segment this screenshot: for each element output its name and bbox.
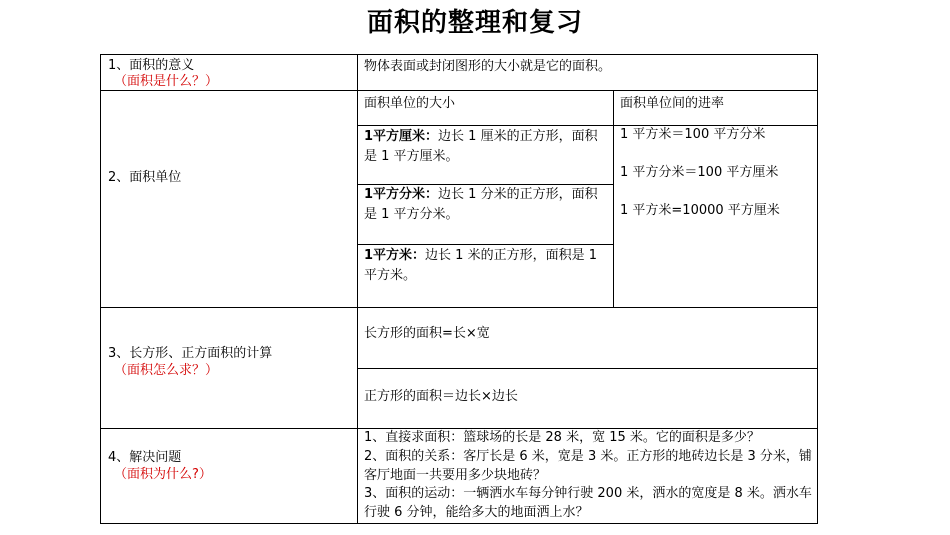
unit-size-header: 面积单位的大小 bbox=[364, 96, 456, 111]
unit-definition bbox=[364, 246, 609, 286]
unit-term: 1平方米： bbox=[364, 248, 426, 263]
unit-term: 1平方厘米： bbox=[364, 129, 439, 144]
table-border-right bbox=[817, 54, 818, 524]
row4-hint: （面积为什么?） bbox=[114, 467, 212, 482]
problem-item: 1、直接求面积：篮球场的长是 28 米，宽 15 米。它的面积是多少？ bbox=[364, 430, 760, 445]
problem-item: 2、面积的关系：客厅长是 6 米，宽是 3 米。正方形的地砖边长是 3 分米，铺客厅地面一共要用多少块地砖？ bbox=[364, 448, 812, 483]
row1-hint: （面积是什么？） bbox=[114, 74, 219, 89]
table-border-left bbox=[100, 54, 101, 524]
unit-desc: 边长 1 分米的正方形，面积是 1 平方分米。 bbox=[364, 187, 598, 222]
row3-hint: （面积怎么求？） bbox=[114, 363, 219, 378]
unit-desc: 边长 1 米的正方形，面积是 1 平方米。 bbox=[364, 248, 597, 283]
rect-area-formula: 长方形的面积=长×宽 bbox=[364, 326, 490, 341]
square-area-formula: 正方形的面积＝边长×边长 bbox=[364, 389, 518, 404]
unit-rate: 1 平方分米＝100 平方厘米 bbox=[620, 165, 779, 180]
page-title: 面积的整理和复习 bbox=[366, 8, 583, 38]
problem-list bbox=[364, 429, 814, 523]
row3-label: 3、长方形、正方面积的计算 bbox=[108, 346, 273, 361]
column-divider bbox=[357, 54, 358, 524]
formula-divider bbox=[358, 368, 818, 369]
unit-divider bbox=[358, 244, 614, 245]
unit-definition bbox=[364, 185, 609, 225]
row-divider bbox=[100, 307, 818, 308]
table-border-bottom bbox=[100, 523, 818, 524]
row1-content: 物体表面或封闭图形的大小就是它的面积。 bbox=[364, 59, 612, 74]
unit-definition bbox=[364, 127, 609, 167]
unit-desc: 边长 1 厘米的正方形，面积是 1 平方厘米。 bbox=[364, 129, 598, 164]
problem-item: 3、面积的运动：一辆洒水车每分钟行驶 200 米，洒水的宽度是 8 米。洒水车行驶 6 分钟，能给多大的地面洒上水？ bbox=[364, 486, 812, 521]
unit-rate: 1 平方米=10000 平方厘米 bbox=[620, 203, 780, 218]
row4-label: 4、解决问题 bbox=[108, 450, 182, 465]
subcolumn-divider bbox=[613, 90, 614, 307]
unit-rate: 1 平方米＝100 平方分米 bbox=[620, 127, 766, 142]
unit-rate-header: 面积单位间的进率 bbox=[620, 96, 725, 111]
row1-label: 1、面积的意义 bbox=[108, 58, 195, 73]
row2-label: 2、面积单位 bbox=[108, 170, 182, 185]
table-border-top bbox=[100, 54, 818, 55]
unit-term: 1平方分米： bbox=[364, 187, 439, 202]
review-table bbox=[100, 54, 818, 524]
